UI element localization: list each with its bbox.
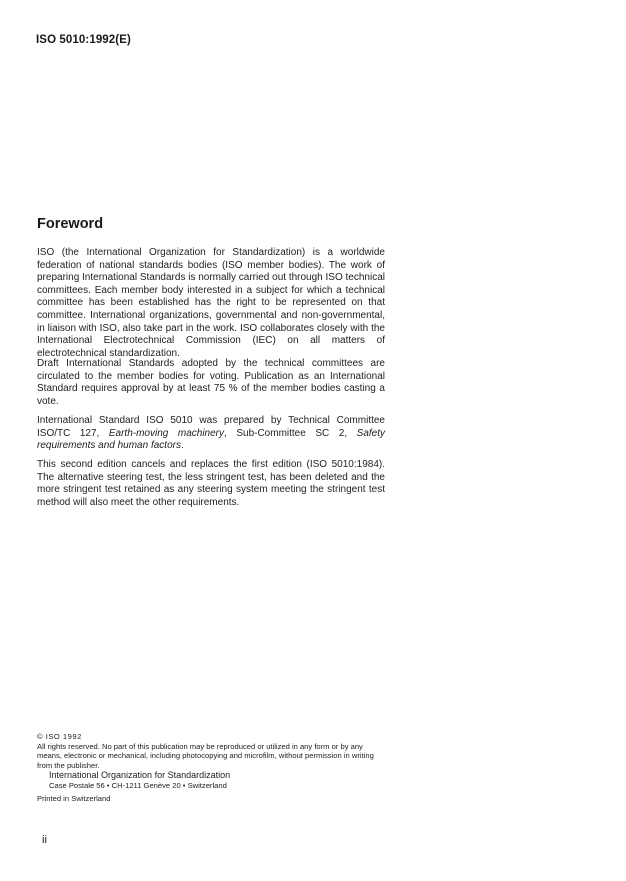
p3-text-c: , Sub-Committee SC 2, [224,427,357,439]
copyright-line: © ISO 1992 [37,732,82,741]
committee-title: Earth-moving machinery [108,427,225,439]
document-id-header: ISO 5010:1992(E) [36,34,131,46]
p3-text-a: International Standard ISO 5010 was prepared by Technical Committee ISO/TC 127, [37,415,385,439]
foreword-paragraph-2: Draft International Standards adopted by the technical committees are circulated to the member bodies for voting. Publication as an International Standard requires approval by at least 75 % of the member bodies casting a vote. [37,358,385,407]
p3-text-e: . [180,440,184,452]
foreword-paragraph-3 [37,415,385,453]
publisher-name: International Organization for Standardization [49,770,231,781]
page-number: ii [42,834,47,846]
publisher-address: Case Postale 56 • CH-1211 Genève 20 • Switzerland [49,780,227,790]
subcommittee-title: Safety requirements and human factors [37,427,386,452]
foreword-paragraph-1: ISO (the International Organization for Standardization) is a worldwide federation of national standards bodies (ISO member bodies). The work of preparing International Standards is normally carried out through ISO technical committees. Each member body interested in a subject for which a technical committee has been established has the right to be represented on that committee. International organizations, governmental and non-governmental, in liaison with ISO, also take part in the work. ISO collaborates closely with the International Electrotechnical Commission (IEC) on all matters of electrotechnical standardization. [37,247,385,359]
section-title: Foreword [37,216,104,232]
rights-notice: All rights reserved. No part of this publication may be reproduced or utilized in any form or by any means, electronic or mechanical, including photocopying and microfilm, without permission in writing from the publisher. [37,741,374,770]
foreword-paragraph-4: This second edition cancels and replaces the first edition (ISO 5010:1984). The alternative steering test, the less stringent test, has been deleted and the more stringent test retained as any steering system meeting the stringent test method will also meet the other requirements. [37,459,385,508]
printed-in: Printed in Switzerland [37,794,111,804]
copyright-block [37,732,387,804]
